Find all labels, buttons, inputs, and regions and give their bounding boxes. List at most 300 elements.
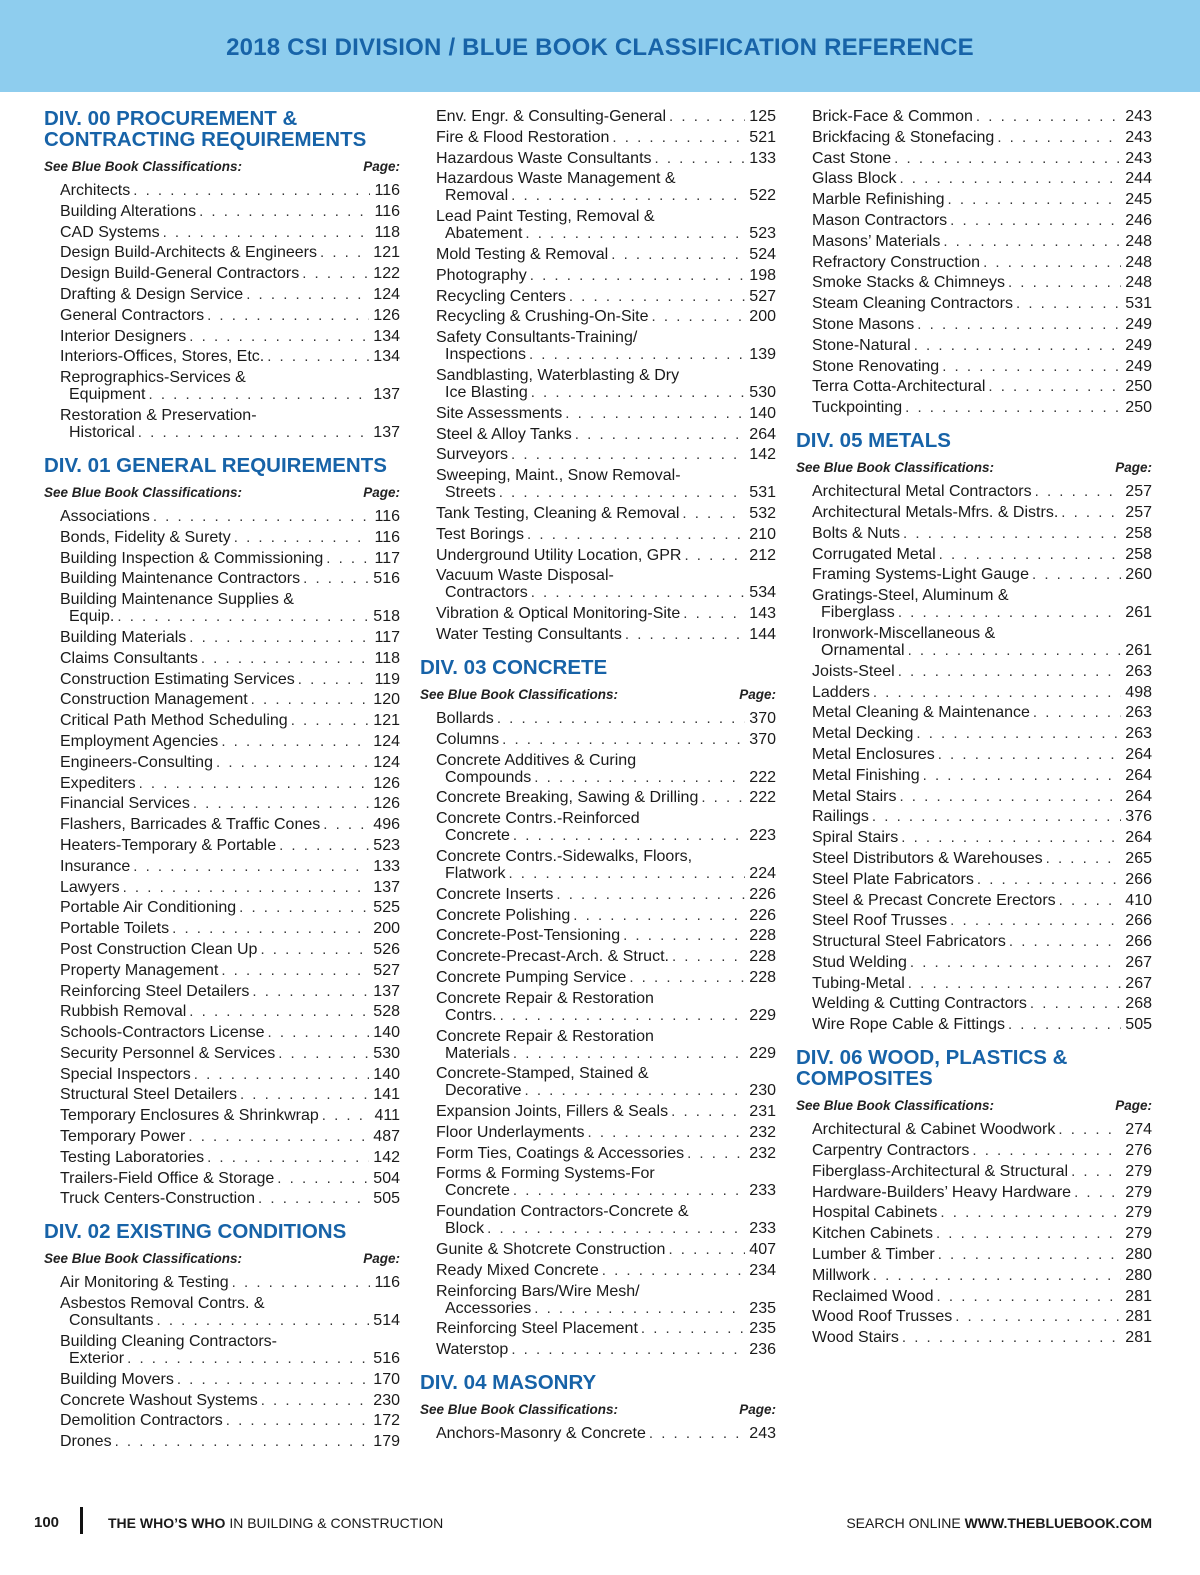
classification-entry[interactable] [796,483,1152,500]
classification-entry[interactable] [44,529,400,546]
dot-leader [669,108,745,125]
dot-leader [508,865,745,882]
page-number: 505 [373,1190,400,1208]
classification-entry[interactable] [44,1170,400,1187]
classification-entry[interactable] [796,358,1152,375]
classification-entry[interactable] [44,816,400,833]
dot-leader [908,642,1122,659]
classification-name: Insurance [60,857,131,875]
classification-name: Metal Finishing [812,766,920,784]
classification-name: Glass Block [812,170,897,188]
classification-entry[interactable] [796,1288,1152,1305]
classification-entry[interactable] [796,912,1152,929]
classification-line [436,1145,776,1162]
dot-leader [976,108,1121,125]
classification-entry[interactable] [420,405,776,422]
dot-leader [499,484,746,501]
page-number: 143 [749,605,776,623]
classification-entry[interactable] [420,1124,776,1141]
classification-entry[interactable] [420,605,776,622]
classification-entry[interactable] [44,775,400,792]
classification-line [436,927,776,944]
classification-line [60,608,400,625]
classification-entry[interactable] [44,983,400,1000]
dot-leader [1032,566,1121,583]
classification-line [812,850,1152,867]
classification-entry[interactable] [796,191,1152,208]
classification-entry[interactable] [796,933,1152,950]
classification-entry[interactable] [420,1283,776,1317]
classification-entry[interactable] [420,886,776,903]
dot-leader [298,671,371,688]
classification-entry[interactable] [420,208,776,242]
dot-leader [903,525,1121,542]
classification-line [812,912,1152,929]
classification-line [812,1016,1152,1033]
classification-line [812,1225,1152,1242]
classification-line [436,1300,776,1317]
classification-entry[interactable] [420,308,776,325]
page-number: 121 [373,712,400,730]
classification-name: Reinforcing Steel Detailers [60,982,250,1000]
classification-name: Stud Welding [812,953,907,971]
dot-leader [524,1082,745,1099]
classification-entry[interactable] [796,1121,1152,1138]
classification-entry[interactable] [796,399,1152,416]
classification-entry[interactable] [420,1065,776,1099]
classification-entry[interactable] [44,691,400,708]
classification-entry[interactable] [796,566,1152,583]
classification-line [436,108,776,125]
classification-entry[interactable] [44,1149,400,1166]
classification-line [60,307,400,324]
classification-name: Concrete Contrs.-Reinforced [436,810,640,828]
classification-entry[interactable] [796,808,1152,825]
classification-name: Stone Renovating [812,357,940,375]
page-number: 516 [373,1350,400,1368]
classification-entry[interactable] [420,752,776,786]
page-number: 142 [749,446,776,464]
dot-leader [917,316,1121,333]
classification-entry[interactable] [44,879,400,896]
classification-entry[interactable] [44,920,400,937]
classification-name: Hazardous Waste Management & [436,170,676,188]
classification-entry[interactable] [44,1333,400,1367]
classification-entry[interactable] [796,704,1152,721]
classification-name: Sweeping, Maint., Snow Removal- [436,467,681,485]
dot-leader [534,1300,745,1317]
classification-entry[interactable] [44,1412,400,1429]
classification-line [60,650,400,667]
classification-entry[interactable] [44,1066,400,1083]
classification-entry[interactable] [796,725,1152,742]
classification-entry[interactable] [796,746,1152,763]
dot-leader [1061,504,1121,521]
classification-name: Building Movers [60,1370,174,1388]
page-number: 264 [1125,766,1152,784]
website-link[interactable]: WWW.THEBLUEBOOK.COM [964,1515,1152,1531]
page-number: 231 [749,1103,776,1121]
classification-entry[interactable] [44,550,400,567]
classification-entry[interactable] [796,525,1152,542]
classification-entry[interactable] [796,954,1152,971]
classification-entry[interactable] [44,1433,400,1450]
classification-entry[interactable] [44,1086,400,1103]
classification-line [60,244,400,261]
dot-leader [898,663,1122,680]
page-number: 222 [749,789,776,807]
page-number: 250 [1125,378,1152,396]
classification-entry[interactable] [420,1103,776,1120]
classification-entry[interactable] [44,629,400,646]
classification-entry[interactable] [44,244,400,261]
classification-entry[interactable] [796,129,1152,146]
classification-entry[interactable] [44,1045,400,1062]
classification-entry[interactable] [44,1003,400,1020]
classification-name: Smoke Stacks & Chimneys [812,274,1005,292]
classification-line [60,1149,400,1166]
classification-entry[interactable] [420,1320,776,1337]
classification-entry[interactable] [796,1329,1152,1346]
classification-line [812,788,1152,805]
classification-entry[interactable] [796,1204,1152,1221]
classification-entry[interactable] [44,1392,400,1409]
page-number: 281 [1125,1308,1152,1326]
dot-leader [133,182,370,199]
classification-entry[interactable] [420,907,776,924]
classification-name: Steel & Precast Concrete Erectors [812,891,1056,909]
classification-name: Spiral Stairs [812,829,899,847]
classification-name: Building Alterations [60,202,197,220]
classification-entry[interactable] [796,254,1152,271]
classification-entry[interactable] [796,233,1152,250]
classification-name: Millwork [812,1266,870,1284]
classification-entry[interactable] [796,625,1152,659]
page-number: 116 [374,182,400,199]
classification-entry[interactable] [796,663,1152,680]
classification-entry[interactable] [44,348,400,365]
dot-leader [261,1392,370,1409]
classification-line [812,233,1152,250]
page-number: 496 [373,816,400,834]
classification-name-cont: Equipment [69,386,146,404]
classification-name: Gunite & Shotcrete Construction [436,1241,666,1259]
classifications-label: See Blue Book Classifications: [44,484,243,500]
classification-entry[interactable] [796,1246,1152,1263]
classification-entry[interactable] [44,712,400,729]
classification-entry[interactable] [44,733,400,750]
dot-leader [908,975,1122,992]
classification-line [60,691,400,708]
classification-name: Metal Cleaning & Maintenance [812,704,1030,722]
classification-entry[interactable] [796,767,1152,784]
classification-entry[interactable] [796,212,1152,229]
classification-entry[interactable] [796,850,1152,867]
page-number: 528 [373,1003,400,1021]
classification-entry[interactable] [796,1163,1152,1180]
classification-name: Cast Stone [812,149,892,167]
classification-entry[interactable] [44,1024,400,1041]
division-section [420,108,776,643]
dot-leader [894,150,1121,167]
classification-entry[interactable] [44,203,400,220]
classification-name: Truck Centers-Construction [60,1190,256,1208]
classification-line [436,584,776,601]
classification-entry[interactable] [796,684,1152,701]
classification-entry[interactable] [44,837,400,854]
classification-entry[interactable] [44,899,400,916]
classification-name: Testing Laboratories [60,1148,205,1166]
classification-entry[interactable] [420,367,776,401]
classification-entry[interactable] [44,265,400,282]
classification-entry[interactable] [44,224,400,241]
classification-entry[interactable] [420,927,776,944]
classification-entry[interactable] [44,570,400,587]
classification-entry[interactable] [796,1184,1152,1201]
dot-leader [221,962,369,979]
classification-entry[interactable] [796,1016,1152,1033]
classification-entry[interactable] [420,626,776,643]
page-number: 244 [1125,170,1152,188]
classification-name: Bollards [436,709,494,727]
classification-name: Metal Enclosures [812,745,935,763]
classification-name: Building Materials [60,628,187,646]
classification-entry[interactable] [796,108,1152,125]
classification-name: Building Inspection & Commissioning [60,549,324,567]
classification-entry[interactable] [44,591,400,625]
classification-entry[interactable] [420,267,776,284]
page-number: 121 [373,244,400,262]
classification-entry[interactable] [420,1241,776,1258]
classification-entry[interactable] [420,1203,776,1237]
classification-entry[interactable] [44,369,400,403]
classification-name: Fire & Flood Restoration [436,128,610,146]
dot-leader [123,879,370,896]
page-number: 505 [1125,1016,1152,1034]
dot-leader [565,405,745,422]
classification-name-cont: Abatement [445,225,523,243]
classification-entry[interactable] [44,858,400,875]
page-number: 523 [373,836,400,854]
classification-entry[interactable] [420,1028,776,1062]
publication-name [108,1515,443,1531]
classification-entry[interactable] [420,426,776,443]
classification-entry[interactable] [44,1371,400,1388]
classification-entry[interactable] [44,1107,400,1124]
classification-entry[interactable] [420,129,776,146]
page-number: 172 [373,1412,400,1430]
classification-entry[interactable] [796,378,1152,395]
dot-leader [955,1308,1121,1325]
classification-entry[interactable] [44,307,400,324]
dot-leader [115,1433,370,1450]
classification-entry[interactable] [796,829,1152,846]
classification-entry[interactable] [796,170,1152,187]
classification-entry[interactable] [420,710,776,727]
classification-line [60,529,400,546]
classification-entry[interactable] [796,1225,1152,1242]
classification-line [812,504,1152,521]
classification-entry[interactable] [420,1145,776,1162]
classification-entry[interactable] [420,969,776,986]
classification-entry[interactable] [44,1190,400,1207]
classification-entry[interactable] [796,1142,1152,1159]
classification-entry[interactable] [420,567,776,601]
page-number: 370 [749,730,776,748]
classification-name-cont: Flatwork [445,864,506,882]
classification-entry[interactable] [44,286,400,303]
classification-line [60,712,400,729]
dot-leader [668,1241,745,1258]
classification-entry[interactable] [420,150,776,167]
classification-entry[interactable] [796,1267,1152,1284]
classification-entry[interactable] [420,1165,776,1199]
classification-name: General Contractors [60,306,205,324]
classification-line [60,1024,400,1041]
dot-leader [938,746,1122,763]
page-number: 257 [1125,483,1152,501]
classification-line [812,191,1152,208]
page-number: 263 [1125,725,1152,743]
classification-entry[interactable] [420,1425,776,1442]
classification-entry[interactable] [420,246,776,263]
classification-entry[interactable] [796,871,1152,888]
classification-entry[interactable] [44,962,400,979]
classification-entry[interactable] [420,731,776,748]
classification-entry[interactable] [420,1262,776,1279]
dot-leader [672,948,745,965]
classification-name-cont: Equip. [69,608,115,626]
classification-entry[interactable] [420,848,776,882]
classification-entry[interactable] [420,170,776,204]
dot-leader [322,1107,371,1124]
classification-entry[interactable] [796,546,1152,563]
classification-entry[interactable] [420,446,776,463]
classification-entry[interactable] [796,274,1152,291]
page-number: 258 [1125,545,1152,563]
classification-line [436,246,776,263]
dot-leader [177,1371,369,1388]
dot-leader [873,1267,1122,1284]
classification-entry[interactable] [796,295,1152,312]
classification-entry[interactable] [44,328,400,345]
classifications-header [420,1402,776,1417]
classification-entry[interactable] [796,337,1152,354]
classification-entry[interactable] [796,150,1152,167]
page-number: 125 [749,108,776,125]
classification-entry[interactable] [796,316,1152,333]
classification-entry[interactable] [44,1274,400,1291]
classification-name: Concrete Contrs.-Sidewalks, Floors, [436,847,693,865]
classification-entry[interactable] [44,182,400,199]
page-title: 2018 CSI DIVISION / BLUE BOOK CLASSIFICATION REFERENCE [226,34,974,61]
page-number: 229 [749,1006,776,1024]
classification-entry[interactable] [796,587,1152,621]
classification-entry[interactable] [420,1341,776,1358]
classification-name: Concrete Additives & Curing [436,751,637,769]
classification-entry[interactable] [420,329,776,363]
classification-entry[interactable] [796,892,1152,909]
classification-name-cont: Contrs. [445,1006,497,1024]
classification-name: Expediters [60,774,136,792]
classification-name: Steam Cleaning Contractors [812,295,1013,313]
classification-entry[interactable] [420,505,776,522]
classification-entry[interactable] [796,788,1152,805]
classification-line [436,384,776,401]
page-number: 487 [373,1128,400,1146]
classification-entry[interactable] [44,508,400,525]
classification-entry[interactable] [420,948,776,965]
page-number: 232 [749,1123,776,1141]
page-number: 119 [374,670,400,688]
classification-line [60,816,400,833]
classification-line [436,187,776,204]
classification-name: Test Borings [436,525,525,543]
classification-entry[interactable] [420,288,776,305]
classification-line [436,907,776,924]
classification-entry[interactable] [44,941,400,958]
classification-entry[interactable] [44,795,400,812]
classification-entry[interactable] [796,1308,1152,1325]
classification-entry[interactable] [420,789,776,806]
dot-leader [513,1045,745,1062]
classification-line [436,827,776,844]
classification-entry[interactable] [420,526,776,543]
classification-name: Joists-Steel [812,662,895,680]
page-number: 281 [1125,1329,1152,1347]
classification-entry[interactable] [44,671,400,688]
classification-name: Stone-Natural [812,336,911,354]
footer-divider [80,1507,83,1534]
classifications-header [44,159,400,174]
dot-leader [189,629,370,646]
classification-name: Engineers-Consulting [60,753,213,771]
classification-entry[interactable] [796,995,1152,1012]
classification-name: Construction Management [60,691,248,709]
division-section [796,1047,1152,1346]
classification-entry[interactable] [420,467,776,501]
classification-name: Tank Testing, Cleaning & Removal [436,504,680,522]
classification-entry[interactable] [44,407,400,441]
classification-entry[interactable] [44,650,400,667]
page-number: 531 [749,484,776,502]
classification-name: Concrete Washout Systems [60,1391,258,1409]
classification-entry[interactable] [420,810,776,844]
dot-leader [942,358,1121,375]
classification-name: Temporary Enclosures & Shrinkwrap [60,1107,319,1125]
classification-entry[interactable] [44,1295,400,1329]
column-1 [44,108,400,1464]
classification-name: Concrete Repair & Restoration [436,989,654,1007]
classification-entry[interactable] [420,990,776,1024]
page-number: 280 [1125,1266,1152,1284]
classification-name: Concrete-Precast-Arch. & Struct. [436,948,669,966]
classification-name-cont: Consultants [69,1312,154,1330]
classification-entry[interactable] [44,1128,400,1145]
classification-name: Interiors-Offices, Stores, Etc. [60,348,265,366]
classification-entry[interactable] [44,754,400,771]
classification-line [60,348,400,365]
classification-entry[interactable] [420,547,776,564]
dot-leader [910,954,1121,971]
page-number: 266 [1125,870,1152,888]
classification-entry[interactable] [796,504,1152,521]
page-number: 264 [749,425,776,443]
classification-name: Interior Designers [60,327,187,345]
classification-entry[interactable] [420,108,776,125]
division-heading: DIV. 00 PROCUREMENT & CONTRACTING REQUIREMENTS [44,107,367,151]
classification-entry[interactable] [796,975,1152,992]
